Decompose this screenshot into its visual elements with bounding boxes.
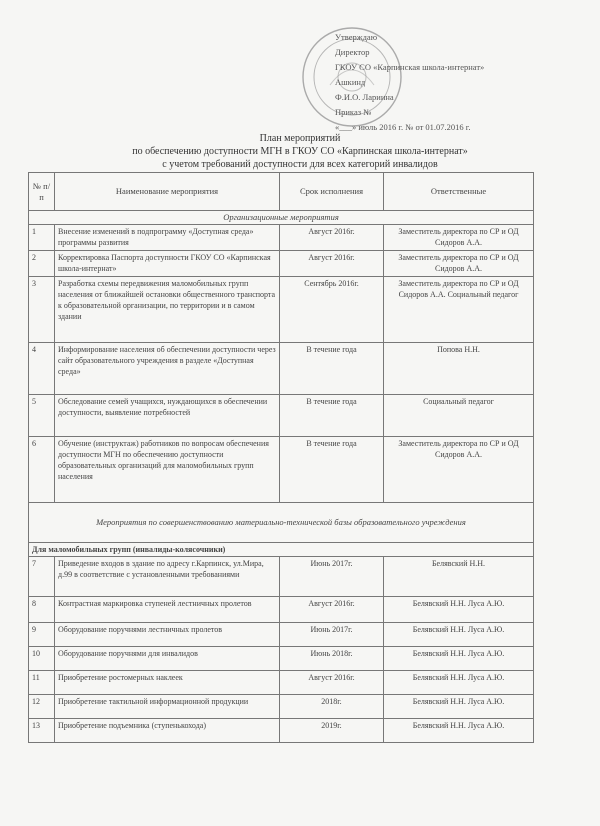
- row-responsible: Заместитель директора по СР и ОД Сидоров А.А.: [384, 437, 534, 503]
- row-responsible: Белявский Н.Н. Луса А.Ю.: [384, 695, 534, 719]
- row-term: 2019г.: [280, 719, 384, 743]
- row-number: 5: [29, 395, 55, 437]
- section-row: [29, 211, 534, 225]
- approval-line: Ф.И.О. Лариина: [335, 92, 394, 102]
- row-number: 12: [29, 695, 55, 719]
- table-row: [29, 557, 534, 597]
- approval-line: Ашкинд: [335, 77, 366, 87]
- header-name: Наименование мероприятия: [55, 173, 280, 211]
- title-line: План мероприятий: [259, 133, 341, 144]
- table-row: [29, 343, 534, 395]
- row-number: 11: [29, 671, 55, 695]
- row-number: 7: [29, 557, 55, 597]
- row-responsible: Белявский Н.Н. Луса А.Ю.: [384, 623, 534, 647]
- row-activity: Внесение изменений в подпрограмму «Доступная среда» программы развития: [55, 225, 280, 251]
- row-activity: Разработка схемы передвижения маломобильных групп населения от ближайшей остановки общественного транспорта к образовательной организации, по территории и в самом здании: [55, 277, 280, 343]
- table-row: [29, 277, 534, 343]
- row-number: 1: [29, 225, 55, 251]
- row-term: Июнь 2018г.: [280, 647, 384, 671]
- row-responsible: Заместитель директора по СР и ОД Сидоров А.А.: [384, 225, 534, 251]
- row-activity: Обследование семей учащихся, нуждающихся в обеспечении доступности, выявление потребностей: [55, 395, 280, 437]
- row-responsible: Заместитель директора по СР и ОД Сидоров А.А.: [384, 251, 534, 277]
- table-row: [29, 671, 534, 695]
- row-activity: Контрастная маркировка ступеней лестничных пролетов: [55, 597, 280, 623]
- row-term: В течение года: [280, 343, 384, 395]
- table-row: [29, 623, 534, 647]
- row-term: Август 2016г.: [280, 251, 384, 277]
- section-title: Организационные мероприятия: [29, 211, 534, 225]
- row-responsible: Попова Н.Н.: [384, 343, 534, 395]
- title-line: с учетом требований доступности для всех категорий инвалидов: [162, 159, 438, 170]
- table-row: [29, 437, 534, 503]
- row-number: 8: [29, 597, 55, 623]
- row-responsible: Белявский Н.Н. Луса А.Ю.: [384, 597, 534, 623]
- row-number: 6: [29, 437, 55, 503]
- row-activity: Информирование населения об обеспечении доступности через сайт образовательного учреждения в разделе «Доступная среда»: [55, 343, 280, 395]
- row-activity: Приведение входов в здание по адресу г.Карпинск, ул.Мира, д.99 в соответствие с установленными требованиями: [55, 557, 280, 597]
- row-number: 9: [29, 623, 55, 647]
- row-term: Июнь 2017г.: [280, 623, 384, 647]
- row-responsible: Белявский Н.Н. Луса А.Ю.: [384, 671, 534, 695]
- section-row: [29, 503, 534, 543]
- row-responsible: Заместитель директора по СР и ОД Сидоров А.А. Социальный педагог: [384, 277, 534, 343]
- table-row: [29, 597, 534, 623]
- table-header-row: [29, 173, 534, 211]
- approval-line: Директор: [335, 47, 370, 57]
- table-row: [29, 225, 534, 251]
- approval-block: [335, 30, 520, 135]
- table-row: [29, 695, 534, 719]
- table-row: [29, 647, 534, 671]
- row-number: 4: [29, 343, 55, 395]
- row-responsible: Белявский Н.Н. Луса А.Ю.: [384, 647, 534, 671]
- row-activity: Оборудование поручнями для инвалидов: [55, 647, 280, 671]
- row-term: Август 2016г.: [280, 225, 384, 251]
- approval-line: Утверждаю: [335, 32, 378, 42]
- row-number: 10: [29, 647, 55, 671]
- header-resp: Ответственные: [384, 173, 534, 211]
- row-responsible: Социальный педагог: [384, 395, 534, 437]
- row-responsible: Белявский Н.Н.: [384, 557, 534, 597]
- approval-line: ГКОУ СО «Карпинская школа-интернат»: [335, 62, 485, 72]
- table-row: [29, 251, 534, 277]
- row-activity: Обучение (инструктаж) работников по вопросам обеспечения доступности МГН по обеспечению доступности образовательных организаций для маломобильных групп населения: [55, 437, 280, 503]
- row-activity: Приобретение тактильной информационной продукции: [55, 695, 280, 719]
- approval-line: Приказ №: [335, 107, 372, 117]
- subsection-row: [29, 543, 534, 557]
- header-term: Срок исполнения: [280, 173, 384, 211]
- row-term: Август 2016г.: [280, 671, 384, 695]
- approval-line: «___» июль 2016 г. № от 01.07.2016 г.: [335, 122, 471, 132]
- row-term: 2018г.: [280, 695, 384, 719]
- row-activity: Приобретение подъемника (ступенькохода): [55, 719, 280, 743]
- row-activity: Приобретение ростомерных наклеек: [55, 671, 280, 695]
- table-row: [29, 395, 534, 437]
- row-term: Июнь 2017г.: [280, 557, 384, 597]
- header-num: № п/п: [29, 173, 55, 211]
- document-title: [60, 132, 540, 171]
- subsection-title: Для маломобильных групп (инвалиды-колясочники): [29, 543, 534, 557]
- table-row: [29, 719, 534, 743]
- row-term: В течение года: [280, 437, 384, 503]
- row-number: 13: [29, 719, 55, 743]
- row-term: В течение года: [280, 395, 384, 437]
- row-term: Август 2016г.: [280, 597, 384, 623]
- row-term: Сентябрь 2016г.: [280, 277, 384, 343]
- row-number: 2: [29, 251, 55, 277]
- section-title: Мероприятия по совершенствованию материально-технической базы образовательного учреждения: [29, 503, 534, 543]
- row-activity: Оборудование поручнями лестничных пролетов: [55, 623, 280, 647]
- title-line: по обеспечению доступности МГН в ГКОУ СО «Карпинская школа-интернат»: [132, 146, 468, 157]
- row-activity: Корректировка Паспорта доступности ГКОУ СО «Карпинская школа-интернат»: [55, 251, 280, 277]
- activities-table: [28, 172, 534, 743]
- row-number: 3: [29, 277, 55, 343]
- row-responsible: Белявский Н.Н. Луса А.Ю.: [384, 719, 534, 743]
